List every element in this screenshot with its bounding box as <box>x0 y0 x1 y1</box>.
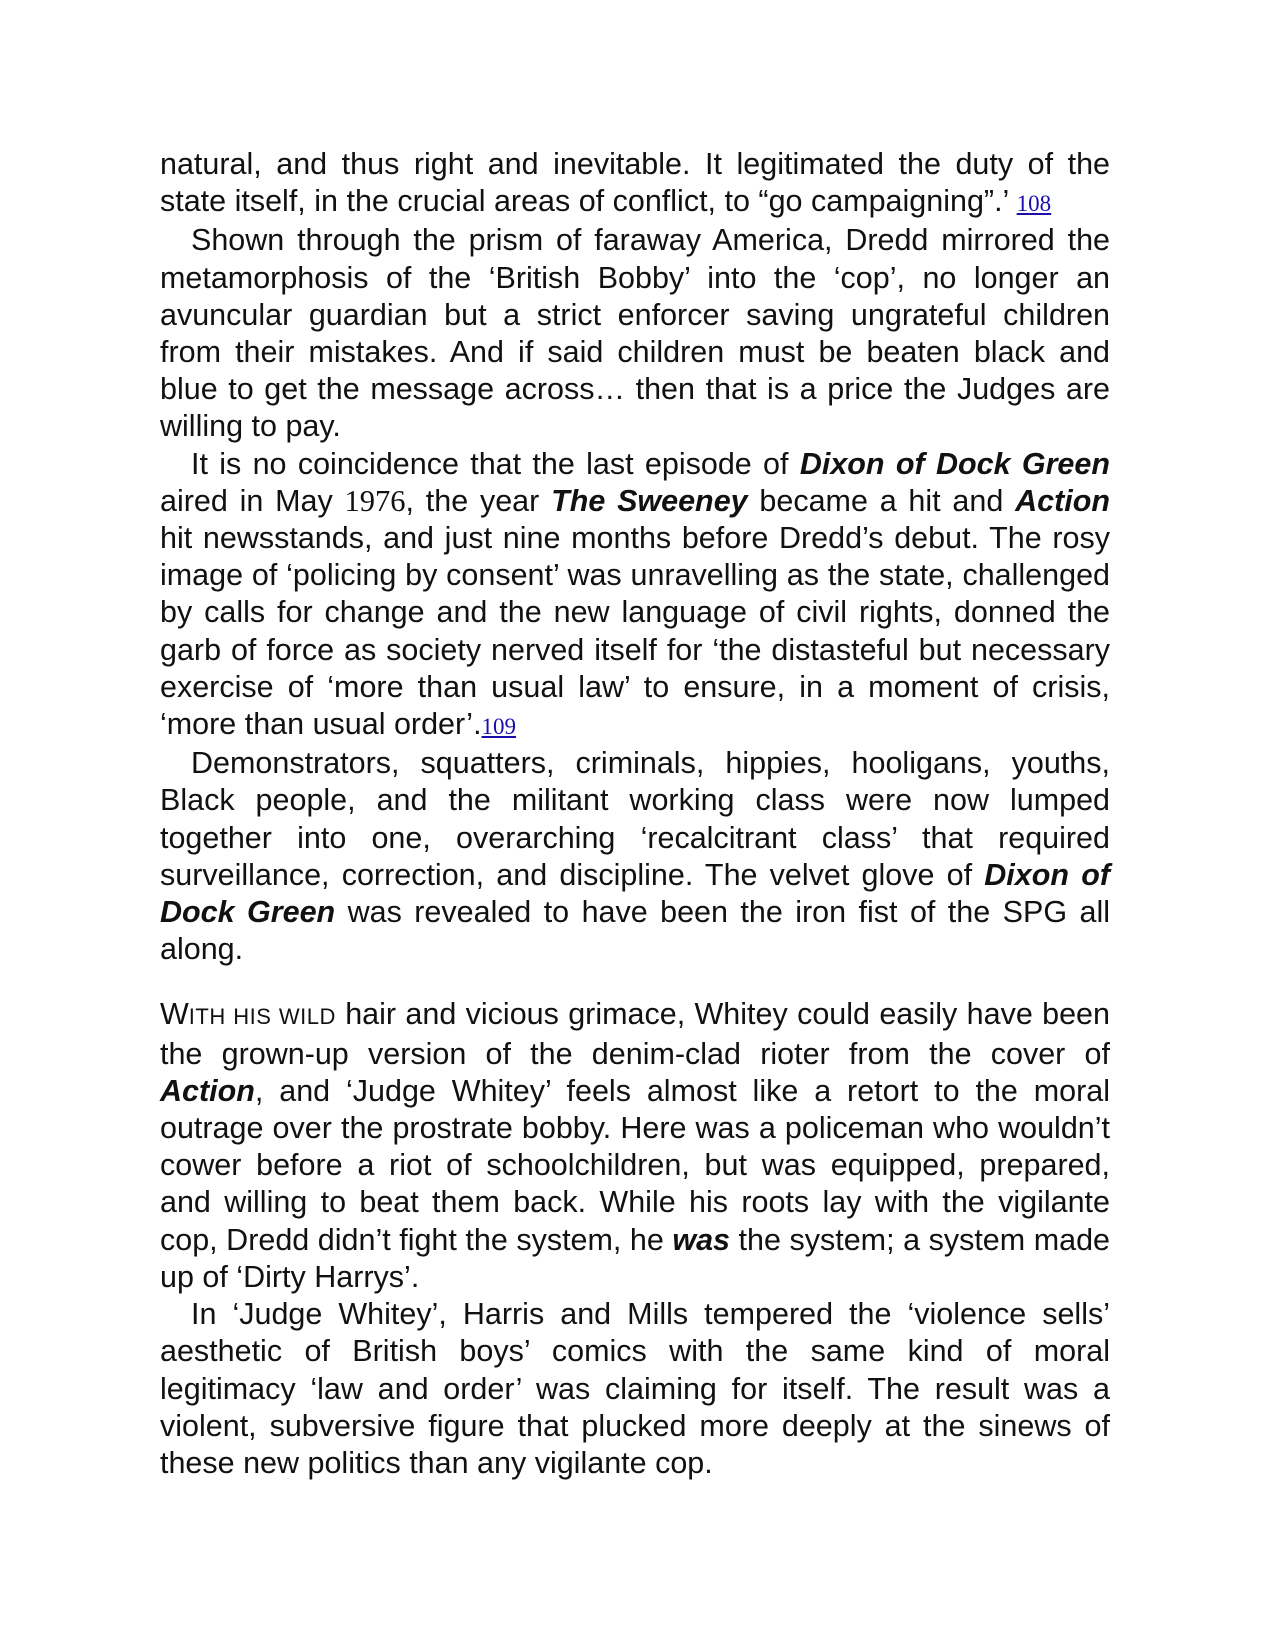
text-segment: Demonstrators, squatters, criminals, hippies, hooligans, youths, Black people, and the militant working class were now lumped together into one, overarching ‘recalcitrant class’ that required surveillance, correction, and discipline. The velvet glove of <box>160 746 1110 892</box>
text-segment: became a hit and <box>747 483 1016 518</box>
small-caps-lead-initial: W <box>160 997 189 1032</box>
paragraph-british-bobby <box>160 222 1110 445</box>
text-segment: aired in May <box>160 483 345 518</box>
paragraph-text: Shown through the prism of faraway America, Dredd mirrored the metamorphosis of the ‘British Bobby’ into the ‘cop’, no longer an avuncular guardian but a strict enforcer saving ungrateful children from their mistakes. And if said children must be beaten black and blue to get the message across… then that is a price the Judges are willing to pay. <box>160 223 1110 444</box>
text-segment: hair and vicious grimace, Whitey could easily have been the grown-up version of the denim-clad rioter from the cover of <box>160 997 1110 1071</box>
paragraph-dixon-of-dock-green <box>160 446 1110 746</box>
paragraph-continuation <box>160 146 1110 222</box>
text-segment: was revealed to have been the iron fist of the SPG all along. <box>160 895 1110 967</box>
title-dixon-of-dock-green: Dixon of Dock Green <box>799 446 1110 481</box>
text-segment: hit newsstands, and just nine months before Dredd’s debut. The rosy image of ‘policing by consent’ was unravelling as the state, challenged by calls for change and the new language of civil rights, donned the garb of force as society nerved itself for ‘the distasteful but necessary exercise of ‘more than usual law’ to ensure, in a moment of crisis, ‘more than usual order’. <box>160 521 1110 742</box>
title-dixon-of-dock-green: Dixon of Dock Green <box>160 857 1110 930</box>
text-segment: the system; a system made up of ‘Dirty Harrys’. <box>160 1222 1110 1294</box>
page-body <box>160 146 1110 1482</box>
paragraph-judge-whitey <box>160 1296 1110 1482</box>
text-segment: It is no coincidence that the last episode of <box>191 446 800 481</box>
title-action: Action <box>160 1073 255 1108</box>
title-the-sweeney: The Sweeney <box>551 483 748 518</box>
text-segment: , and ‘Judge Whitey’ feels almost like a retort to the moral outrage over the prostrate bobby. Here was a policeman who wouldn’t cower before a riot of schoolchildren, but was equipped, prepared, and willing to beat them back. While his roots lay with the vigilante cop, Dredd didn’t fight the system, he <box>160 1073 1110 1257</box>
paragraph-recalcitrant-class <box>160 745 1110 968</box>
emphasis-was: was <box>672 1222 731 1257</box>
year-value: 1976 <box>344 483 406 518</box>
paragraph-whitey <box>160 996 1110 1296</box>
text-segment: , the year <box>405 483 552 518</box>
paragraph-text: natural, and thus right and inevitable. It legitimated the duty of the state itself, in the crucial areas of conflict, to “go campaigning”.’ <box>160 147 1110 219</box>
small-caps-lead: ITH HIS WILD <box>188 1004 336 1030</box>
title-action: Action <box>1015 483 1110 518</box>
footnote-link-108[interactable]: 108 <box>1016 191 1052 217</box>
footnote-link-109[interactable]: 109 <box>481 714 517 740</box>
paragraph-text: In ‘Judge Whitey’, Harris and Mills tempered the ‘violence sells’ aesthetic of British boys’ comics with the same kind of moral legitimacy ‘law and order’ was claiming for itself. The result was a violent, subversive figure that plucked more deeply at the sinews of these new politics than any vigilante cop. <box>160 1297 1110 1480</box>
